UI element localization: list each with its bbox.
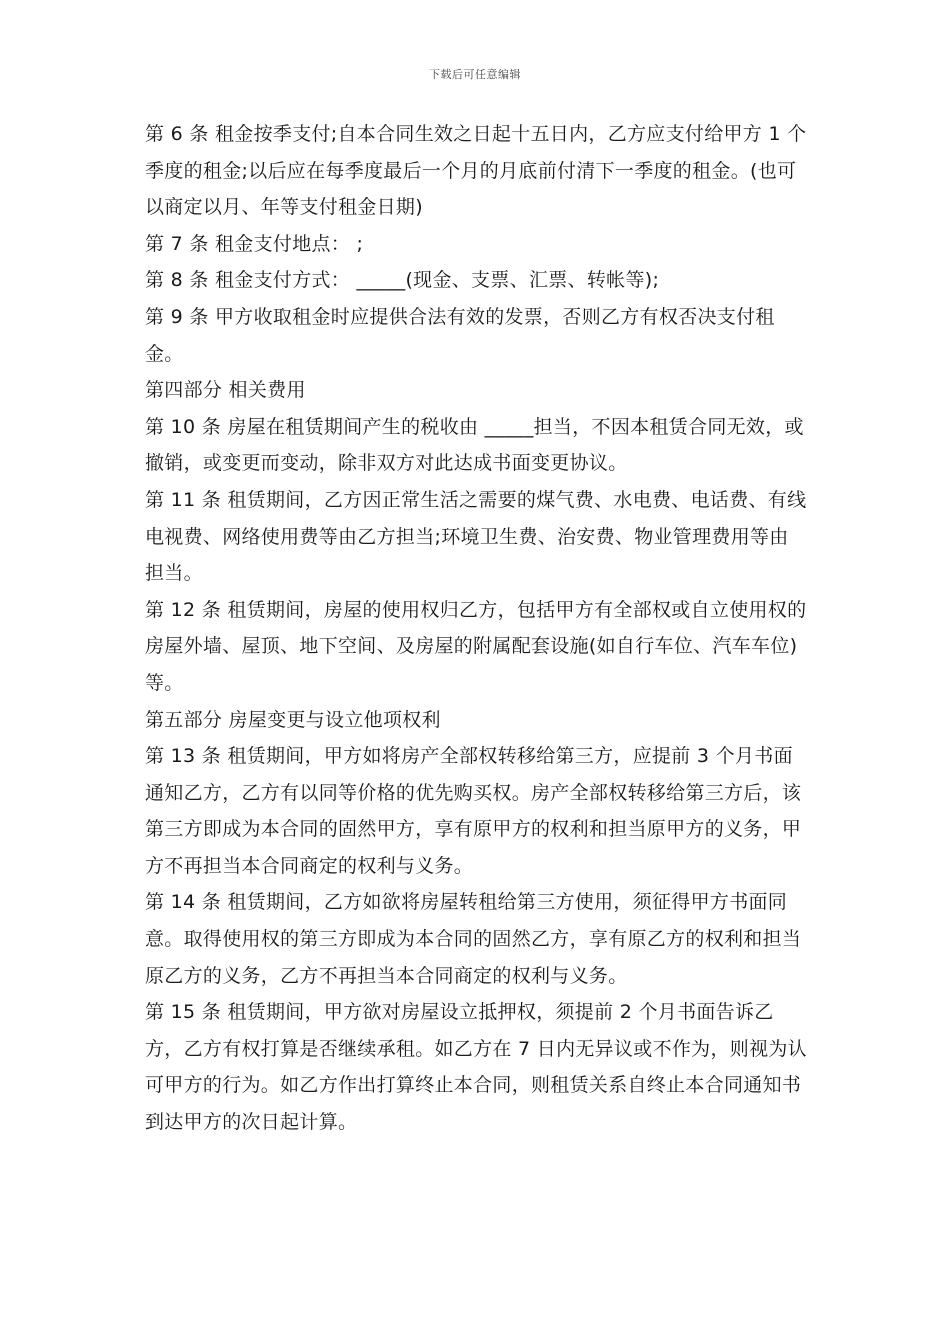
page-header-note: 下载后可任意编辑 [429,68,521,81]
clause-9: 第 9 条 甲方收取租金时应提供合法有效的发票，否则乙方有权否决支付租金。 [145,305,775,365]
section-heading-4: 第四部分 相关费用 [145,379,306,402]
clause-11: 第 11 条 租赁期间，乙方因正常生活之需要的煤气费、水电费、电话费、有线电视费、网络使用费等由乙方担当;环境卫生费、治安费、物业管理费用等由 担当。 [145,488,807,585]
clause-10: 第 10 条 房屋在租赁期间产生的税收由 _____担当，不因本租赁合同无效，或撤销，或变更而变动，除非双方对此达成书面变更协议。 [145,415,804,475]
clause-8: 第 8 条 租金支付方式： _____(现金、支票、汇票、转帐等); [145,269,660,292]
clause-14: 第 14 条 租赁期间，乙方如欲将房屋转租给第三方使用，须征得甲方书面同意。取得使用权的第三方即成为本合同的固然乙方，享有原乙方的权利和担当原乙方的义务，乙方不再担当本合同商定的权利与义务。 [145,891,802,987]
section-heading-5: 第五部分 房屋变更与设立他项权利 [145,708,441,731]
clause-7: 第 7 条 租金支付地点： ; [145,232,364,255]
clause-12: 第 12 条 租赁期间，房屋的使用权归乙方，包括甲方有全部权或自立使用权的房屋外墙、屋顶、地下空间、及房屋的附属配套设施(如自行车位、汽车车位)等。 [145,598,807,694]
clause-6: 第 6 条 租金按季支付;自本合同生效之日起十五日内，乙方应支付给甲方 1 个季度的租金;以后应在每季度最后一个月的月底前付清下一季度的租金。(也可以商定以月、年等支付租金日期) [145,123,807,219]
clause-15: 第 15 条 租赁期间，甲方欲对房屋设立抵押权，须提前 2 个月书面告诉乙方，乙方有权打算是否继续承租。如乙方在 7 日内无异议或不作为，则视为认可甲方的行为。如乙方作出打算终止本合同，则租赁关系自终止本合同通知书到达甲方的次日起计算。 [145,1001,807,1134]
clause-13: 第 13 条 租赁期间，甲方如将房产全部权转移给第三方，应提前 3 个月书面通知乙方，乙方有以同等价格的优先购买权。房产全部权转移给第三方后，该第三方即成为本合同的固然甲方，享有原甲方的权利和担当原甲方的义务，甲方不再担当本合同商定的权利与义务。 [145,745,802,877]
document-body [145,116,810,1141]
